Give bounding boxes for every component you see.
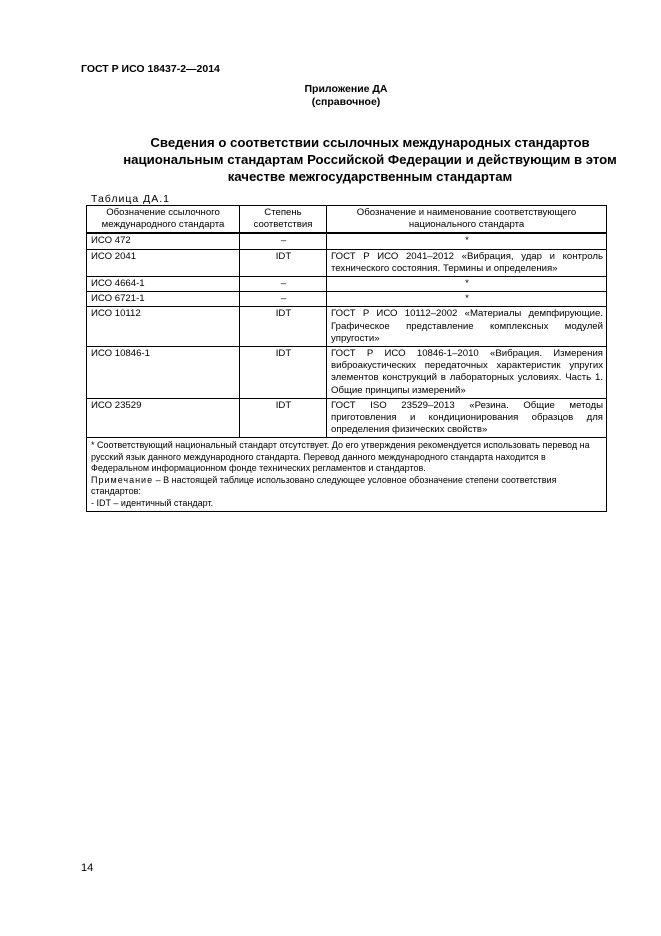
degree-cell: IDT [240, 307, 327, 347]
national-standard-cell: ГОСТ ISO 23529–2013 «Резина. Общие методы приготовления и кондиционирования образцов для определения физических свойств» [327, 398, 607, 438]
reference-standard-cell: ИСО 6721-1 [87, 292, 240, 307]
note-label: Примечание [91, 474, 154, 485]
degree-cell: – [240, 233, 327, 249]
table-row [87, 398, 607, 438]
reference-standard-cell: ИСО 472 [87, 233, 240, 249]
degree-cell: IDT [240, 347, 327, 399]
annex-title-block [0, 83, 661, 109]
annex-title: Приложение ДА [304, 83, 388, 95]
idt-definition: - IDT – идентичный стандарт. [91, 497, 214, 508]
header-national-standard: Обозначение и наименование соответствующего национального стандарта [327, 206, 607, 234]
reference-standard-cell: ИСО 23529 [87, 398, 240, 438]
heading-line-1: Сведения о соответствии ссылочных международных стандартов [150, 135, 590, 150]
national-standard-cell: ГОСТ Р ИСО 10846-1–2010 «Вибрация. Измерения виброакустических передаточных характеристик упругих элементов конструкций в лабораторных условиях. Часть 1. Общие принципы измерений» [327, 347, 607, 399]
degree-cell: IDT [240, 249, 327, 276]
table-row [87, 249, 607, 276]
note-text: – В настоящей таблице использовано следующее условное обозначение степени соответствия стандартов: [91, 474, 557, 497]
table-notes-row [87, 438, 607, 512]
heading-line-3: качестве межгосударственным стандартам [227, 169, 513, 184]
degree-cell: IDT [240, 398, 327, 438]
header-reference-standard: Обозначение ссылочного международного стандарта [87, 206, 240, 234]
national-standard-cell: ГОСТ Р ИСО 10112–2002 «Материалы демпфирующие. Графическое представление комплексных модулей упругости» [327, 307, 607, 347]
table-notes-cell [87, 438, 607, 512]
header-degree-of-correspondence: Степень соответствия [240, 206, 327, 234]
national-standard-cell: * [327, 277, 607, 292]
national-standard-cell: * [327, 233, 607, 249]
table-caption: Таблица ДА.1 [91, 193, 170, 205]
standards-table [86, 205, 607, 512]
table-header-row [87, 206, 607, 234]
reference-standard-cell: ИСО 10112 [87, 307, 240, 347]
reference-standard-cell: ИСО 4664-1 [87, 277, 240, 292]
table-row [87, 233, 607, 249]
page-number: 14 [81, 862, 94, 874]
document-code: ГОСТ Р ИСО 18437-2—2014 [81, 63, 220, 75]
footnote-text: * Соответствующий национальный стандарт отсутствует. До его утверждения рекомендуется использовать перевод на русский язык данного международного стандарта. Перевод данного международного стандарта находится в Федеральном информационном фонде технических регламентов и стандартов. [91, 440, 590, 474]
section-heading [60, 134, 661, 185]
heading-line-2: национальным стандартам Российской Федерации и действующим в этом [123, 152, 617, 167]
reference-standard-cell: ИСО 10846-1 [87, 347, 240, 399]
reference-standard-cell: ИСО 2041 [87, 249, 240, 276]
table-row [87, 307, 607, 347]
degree-cell: – [240, 277, 327, 292]
degree-cell: – [240, 292, 327, 307]
table-row [87, 347, 607, 399]
table-row [87, 292, 607, 307]
annex-subtitle: (справочное) [311, 96, 381, 108]
national-standard-cell: * [327, 292, 607, 307]
note-paragraph [91, 475, 600, 498]
national-standard-cell: ГОСТ Р ИСО 2041–2012 «Вибрация, удар и контроль технического состояния. Термины и определения» [327, 249, 607, 276]
table-row [87, 277, 607, 292]
